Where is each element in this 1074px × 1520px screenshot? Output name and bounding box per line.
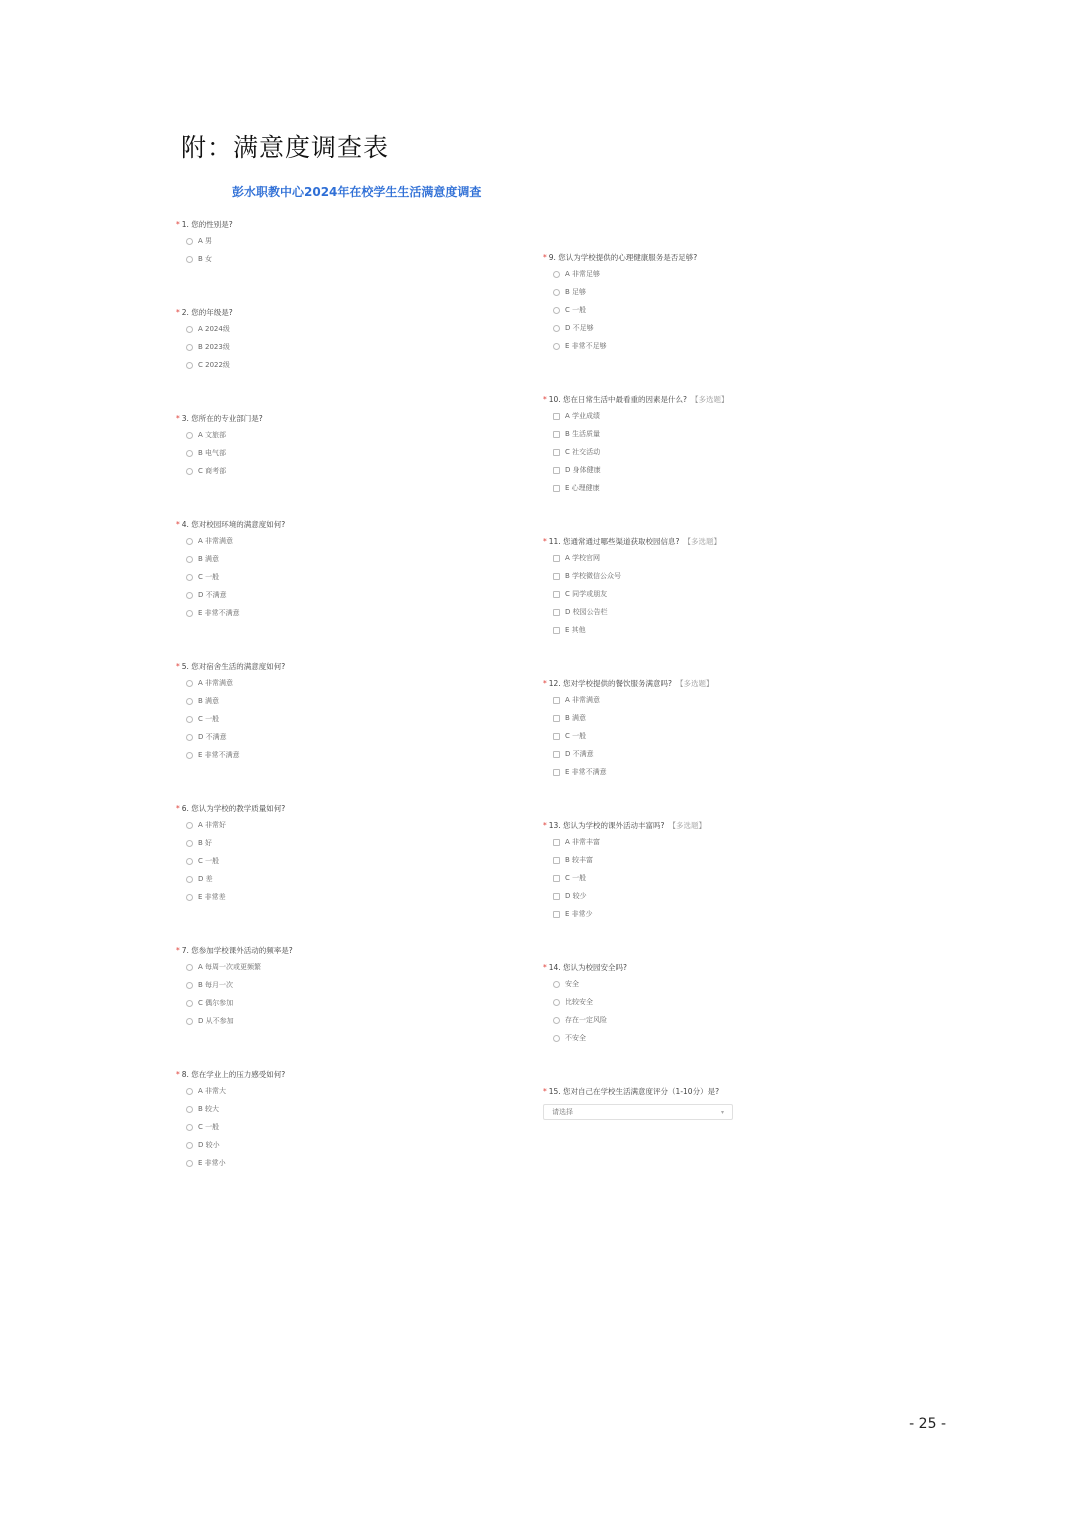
option-label: B 生活质量 <box>565 430 601 438</box>
checkbox-icon[interactable] <box>553 751 560 758</box>
option-label: 安全 <box>565 980 579 988</box>
radio-option[interactable] <box>176 888 556 906</box>
radio-icon[interactable] <box>186 1124 193 1131</box>
radio-icon[interactable] <box>186 1106 193 1113</box>
radio-option[interactable] <box>176 586 556 604</box>
checkbox-option[interactable] <box>543 727 923 745</box>
radio-option[interactable] <box>176 958 556 976</box>
option-label: C 一般 <box>198 715 220 723</box>
question-text: 10. 您在日常生活中最看重的因素是什么? <box>548 395 688 404</box>
question-title <box>176 944 556 958</box>
option-label: E 非常不足够 <box>565 342 607 350</box>
checkbox-option[interactable] <box>543 549 923 567</box>
checkbox-option[interactable] <box>543 425 923 443</box>
radio-option[interactable] <box>543 283 923 301</box>
option-label: B 满意 <box>198 697 220 705</box>
checkbox-icon[interactable] <box>553 449 560 456</box>
option-label: C 一般 <box>198 573 220 581</box>
radio-option[interactable] <box>176 870 556 888</box>
radio-icon[interactable] <box>186 1142 193 1149</box>
question-title <box>176 802 556 816</box>
required-marker: * <box>543 821 547 830</box>
radio-icon[interactable] <box>186 1018 193 1025</box>
option-label: D 差 <box>198 875 213 883</box>
option-label: A 非常足够 <box>565 270 601 278</box>
radio-option[interactable] <box>176 604 556 622</box>
required-marker: * <box>176 662 180 671</box>
checkbox-icon[interactable] <box>553 875 560 882</box>
question-title <box>176 218 556 232</box>
questions-column-left <box>176 218 556 1172</box>
question-block <box>543 819 923 923</box>
radio-icon[interactable] <box>186 362 193 369</box>
question-title <box>543 1085 923 1099</box>
radio-icon[interactable] <box>186 1160 193 1167</box>
radio-option[interactable] <box>176 250 556 268</box>
question-text: 4. 您对校园环境的满意度如何? <box>181 520 286 529</box>
option-label: A 文旅部 <box>198 431 227 439</box>
checkbox-option[interactable] <box>543 851 923 869</box>
question-title <box>543 819 923 833</box>
radio-option[interactable] <box>543 993 923 1011</box>
option-label: C 一般 <box>198 1123 220 1131</box>
radio-icon[interactable] <box>553 307 560 314</box>
option-label: E 非常不满意 <box>198 609 240 617</box>
option-label: E 非常少 <box>565 910 593 918</box>
checkbox-option[interactable] <box>543 709 923 727</box>
option-label: B 较大 <box>198 1105 220 1113</box>
radio-icon[interactable] <box>186 538 193 545</box>
multi-select-tag: 【多选题】 <box>676 679 714 688</box>
radio-option[interactable] <box>176 462 556 480</box>
questions-column-right <box>543 251 923 1120</box>
radio-icon[interactable] <box>553 981 560 988</box>
question-text: 6. 您认为学校的教学质量如何? <box>181 804 286 813</box>
question-block <box>176 412 556 480</box>
option-label: D 较少 <box>565 892 587 900</box>
option-label: E 心理健康 <box>565 484 600 492</box>
multi-select-tag: 【多选题】 <box>668 821 707 830</box>
radio-icon[interactable] <box>186 592 193 599</box>
radio-icon[interactable] <box>186 840 193 847</box>
question-text: 2. 您的年级是? <box>181 308 233 317</box>
question-text: 7. 您参加学校课外活动的频率是? <box>181 946 293 955</box>
question-text: 12. 您对学校提供的餐饮服务满意吗? <box>548 679 673 688</box>
question-text: 3. 您所在的专业部门是? <box>181 414 263 423</box>
radio-icon[interactable] <box>186 468 193 475</box>
radio-option[interactable] <box>176 674 556 692</box>
radio-option[interactable] <box>176 444 556 462</box>
radio-option[interactable] <box>176 1082 556 1100</box>
option-label: E 非常不满意 <box>565 768 607 776</box>
required-marker: * <box>543 395 547 404</box>
radio-option[interactable] <box>176 320 556 338</box>
radio-option[interactable] <box>176 1136 556 1154</box>
checkbox-option[interactable] <box>543 479 923 497</box>
question-title <box>543 535 923 549</box>
question-block <box>176 218 556 268</box>
radio-icon[interactable] <box>186 574 193 581</box>
question-block <box>543 251 923 355</box>
radio-icon[interactable] <box>186 1088 193 1095</box>
option-label: C 一般 <box>565 732 587 740</box>
radio-option[interactable] <box>176 834 556 852</box>
option-label: A 非常满意 <box>565 696 601 704</box>
required-marker: * <box>543 253 547 262</box>
radio-icon[interactable] <box>186 876 193 883</box>
radio-option[interactable] <box>543 319 923 337</box>
option-label: B 每月一次 <box>198 981 234 989</box>
option-label: D 校园公告栏 <box>565 608 608 616</box>
question-block <box>176 518 556 622</box>
required-marker: * <box>176 804 180 813</box>
question-block <box>176 944 556 1030</box>
checkbox-option[interactable] <box>543 443 923 461</box>
checkbox-option[interactable] <box>543 407 923 425</box>
option-label: A 非常满意 <box>198 679 234 687</box>
checkbox-icon[interactable] <box>553 467 560 474</box>
radio-option[interactable] <box>176 816 556 834</box>
option-label: D 身体健康 <box>565 466 601 474</box>
option-label: B 满意 <box>565 714 587 722</box>
option-label: A 非常满意 <box>198 537 234 545</box>
option-label: B 2023级 <box>198 343 230 351</box>
option-label: D 不足够 <box>565 324 594 332</box>
radio-option[interactable] <box>543 1011 923 1029</box>
radio-icon[interactable] <box>553 1017 560 1024</box>
radio-option[interactable] <box>176 532 556 550</box>
question-block <box>543 677 923 781</box>
option-label: D 不满意 <box>565 750 594 758</box>
option-label: A 学业成绩 <box>565 412 601 420</box>
radio-option[interactable] <box>543 301 923 319</box>
radio-icon[interactable] <box>186 858 193 865</box>
checkbox-icon[interactable] <box>553 591 560 598</box>
radio-option[interactable] <box>176 426 556 444</box>
question-text: 14. 您认为校园安全吗? <box>548 963 628 972</box>
question-block <box>176 660 556 764</box>
radio-icon[interactable] <box>186 734 193 741</box>
radio-icon[interactable] <box>186 432 193 439</box>
checkbox-icon[interactable] <box>553 555 560 562</box>
radio-icon[interactable] <box>186 344 193 351</box>
radio-icon[interactable] <box>186 894 193 901</box>
radio-option[interactable] <box>176 994 556 1012</box>
checkbox-option[interactable] <box>543 869 923 887</box>
checkbox-option[interactable] <box>543 603 923 621</box>
option-label: B 较丰富 <box>565 856 594 864</box>
radio-option[interactable] <box>543 337 923 355</box>
checkbox-option[interactable] <box>543 763 923 781</box>
question-title <box>176 412 556 426</box>
option-label: E 非常不满意 <box>198 751 240 759</box>
radio-icon[interactable] <box>186 982 193 989</box>
page-heading: 附：满意度调查表 <box>181 133 390 162</box>
checkbox-icon[interactable] <box>553 413 560 420</box>
required-marker: * <box>176 308 180 317</box>
required-marker: * <box>176 1070 180 1079</box>
rating-select[interactable] <box>543 1104 733 1120</box>
question-title <box>543 961 923 975</box>
page-number: - 25 - <box>909 1416 946 1432</box>
checkbox-option[interactable] <box>543 905 923 923</box>
checkbox-option[interactable] <box>543 585 923 603</box>
option-label: E 非常小 <box>198 1159 226 1167</box>
required-marker: * <box>176 946 180 955</box>
checkbox-icon[interactable] <box>553 573 560 580</box>
question-block <box>543 1085 923 1120</box>
option-label: B 电气部 <box>198 449 227 457</box>
question-text: 8. 您在学业上的压力感受如何? <box>181 1070 286 1079</box>
option-label: D 不满意 <box>198 733 227 741</box>
question-block <box>543 961 923 1047</box>
checkbox-option[interactable] <box>543 567 923 585</box>
option-label: C 一般 <box>565 874 587 882</box>
option-label: C 同学或朋友 <box>565 590 608 598</box>
question-text: 11. 您通常通过哪些渠道获取校园信息? <box>548 537 680 546</box>
required-marker: * <box>543 679 547 688</box>
radio-option[interactable] <box>176 852 556 870</box>
option-label: B 满意 <box>198 555 220 563</box>
question-block <box>176 1068 556 1172</box>
question-text: 1. 您的性别是? <box>181 220 233 229</box>
question-block <box>543 535 923 639</box>
radio-option[interactable] <box>176 746 556 764</box>
option-label: A 非常大 <box>198 1087 227 1095</box>
checkbox-icon[interactable] <box>553 911 560 918</box>
option-label: E 非常差 <box>198 893 226 901</box>
option-label: B 女 <box>198 255 213 263</box>
radio-icon[interactable] <box>186 680 193 687</box>
radio-icon[interactable] <box>186 450 193 457</box>
radio-option[interactable] <box>543 265 923 283</box>
checkbox-icon[interactable] <box>553 893 560 900</box>
question-title <box>543 393 923 407</box>
option-label: E 其他 <box>565 626 586 634</box>
option-label: D 较小 <box>198 1141 220 1149</box>
checkbox-option[interactable] <box>543 691 923 709</box>
question-text: 9. 您认为学校提供的心理健康服务是否足够? <box>548 253 698 262</box>
radio-icon[interactable] <box>553 999 560 1006</box>
question-text: 13. 您认为学校的课外活动丰富吗? <box>548 821 665 830</box>
radio-option[interactable] <box>176 356 556 374</box>
radio-option[interactable] <box>543 1029 923 1047</box>
option-label: C 社交活动 <box>565 448 601 456</box>
radio-option[interactable] <box>176 692 556 710</box>
question-title <box>543 677 923 691</box>
question-text: 15. 您对自己在学校生活满意度评分（1-10分）是? <box>548 1087 720 1096</box>
radio-icon[interactable] <box>186 752 193 759</box>
chevron-down-icon: ▾ <box>720 1108 724 1116</box>
radio-icon[interactable] <box>186 238 193 245</box>
required-marker: * <box>176 220 180 229</box>
checkbox-option[interactable] <box>543 461 923 479</box>
option-label: A 男 <box>198 237 213 245</box>
survey-title: 彭水职教中心2024年在校学生生活满意度调查 <box>232 185 482 199</box>
option-label: 不安全 <box>565 1034 586 1042</box>
option-label: A 2024级 <box>198 325 230 333</box>
option-label: A 非常丰富 <box>565 838 601 846</box>
option-label: C 偶尔参加 <box>198 999 234 1007</box>
radio-option[interactable] <box>176 1100 556 1118</box>
option-label: B 好 <box>198 839 213 847</box>
required-marker: * <box>176 520 180 529</box>
radio-option[interactable] <box>176 1154 556 1172</box>
checkbox-icon[interactable] <box>553 857 560 864</box>
select-placeholder: 请选择 <box>552 1108 573 1116</box>
question-title <box>176 306 556 320</box>
option-label: C 商考部 <box>198 467 227 475</box>
option-label: C 一般 <box>198 857 220 865</box>
question-title <box>543 251 923 265</box>
radio-option[interactable] <box>543 975 923 993</box>
option-label: B 足够 <box>565 288 587 296</box>
checkbox-option[interactable] <box>543 621 923 639</box>
radio-option[interactable] <box>176 338 556 356</box>
checkbox-icon[interactable] <box>553 769 560 776</box>
checkbox-option[interactable] <box>543 887 923 905</box>
checkbox-icon[interactable] <box>553 627 560 634</box>
option-label: C 一般 <box>565 306 587 314</box>
radio-icon[interactable] <box>186 698 193 705</box>
option-label: B 学校微信公众号 <box>565 572 622 580</box>
question-block <box>543 393 923 497</box>
radio-option[interactable] <box>176 550 556 568</box>
option-label: 比较安全 <box>565 998 593 1006</box>
checkbox-icon[interactable] <box>553 839 560 846</box>
option-label: D 从不参加 <box>198 1017 234 1025</box>
radio-icon[interactable] <box>553 289 560 296</box>
checkbox-option[interactable] <box>543 745 923 763</box>
radio-icon[interactable] <box>553 343 560 350</box>
option-label: 存在一定风险 <box>565 1016 607 1024</box>
question-text: 5. 您对宿舍生活的满意度如何? <box>181 662 286 671</box>
radio-option[interactable] <box>176 232 556 250</box>
radio-icon[interactable] <box>553 271 560 278</box>
multi-select-tag: 【多选题】 <box>683 537 722 546</box>
question-title <box>176 660 556 674</box>
radio-option[interactable] <box>176 568 556 586</box>
option-label: A 非常好 <box>198 821 227 829</box>
option-label: A 每周一次或更频繁 <box>198 963 262 971</box>
radio-icon[interactable] <box>186 964 193 971</box>
radio-icon[interactable] <box>186 822 193 829</box>
radio-icon[interactable] <box>186 256 193 263</box>
checkbox-option[interactable] <box>543 833 923 851</box>
checkbox-icon[interactable] <box>553 697 560 704</box>
option-label: C 2022级 <box>198 361 230 369</box>
question-block <box>176 802 556 906</box>
checkbox-icon[interactable] <box>553 431 560 438</box>
question-title <box>176 1068 556 1082</box>
checkbox-icon[interactable] <box>553 609 560 616</box>
radio-icon[interactable] <box>553 325 560 332</box>
question-block <box>176 306 556 374</box>
radio-icon[interactable] <box>553 1035 560 1042</box>
radio-option[interactable] <box>176 976 556 994</box>
radio-icon[interactable] <box>186 556 193 563</box>
radio-icon[interactable] <box>186 610 193 617</box>
radio-option[interactable] <box>176 728 556 746</box>
multi-select-tag: 【多选题】 <box>691 395 729 404</box>
required-marker: * <box>176 414 180 423</box>
required-marker: * <box>543 537 547 546</box>
radio-option[interactable] <box>176 710 556 728</box>
checkbox-icon[interactable] <box>553 715 560 722</box>
radio-option[interactable] <box>176 1118 556 1136</box>
required-marker: * <box>543 963 547 972</box>
question-title <box>176 518 556 532</box>
required-marker: * <box>543 1087 547 1096</box>
radio-icon[interactable] <box>186 1000 193 1007</box>
checkbox-icon[interactable] <box>553 733 560 740</box>
radio-icon[interactable] <box>186 326 193 333</box>
checkbox-icon[interactable] <box>553 485 560 492</box>
radio-option[interactable] <box>176 1012 556 1030</box>
option-label: A 学校官网 <box>565 554 601 562</box>
option-label: D 不满意 <box>198 591 227 599</box>
radio-icon[interactable] <box>186 716 193 723</box>
